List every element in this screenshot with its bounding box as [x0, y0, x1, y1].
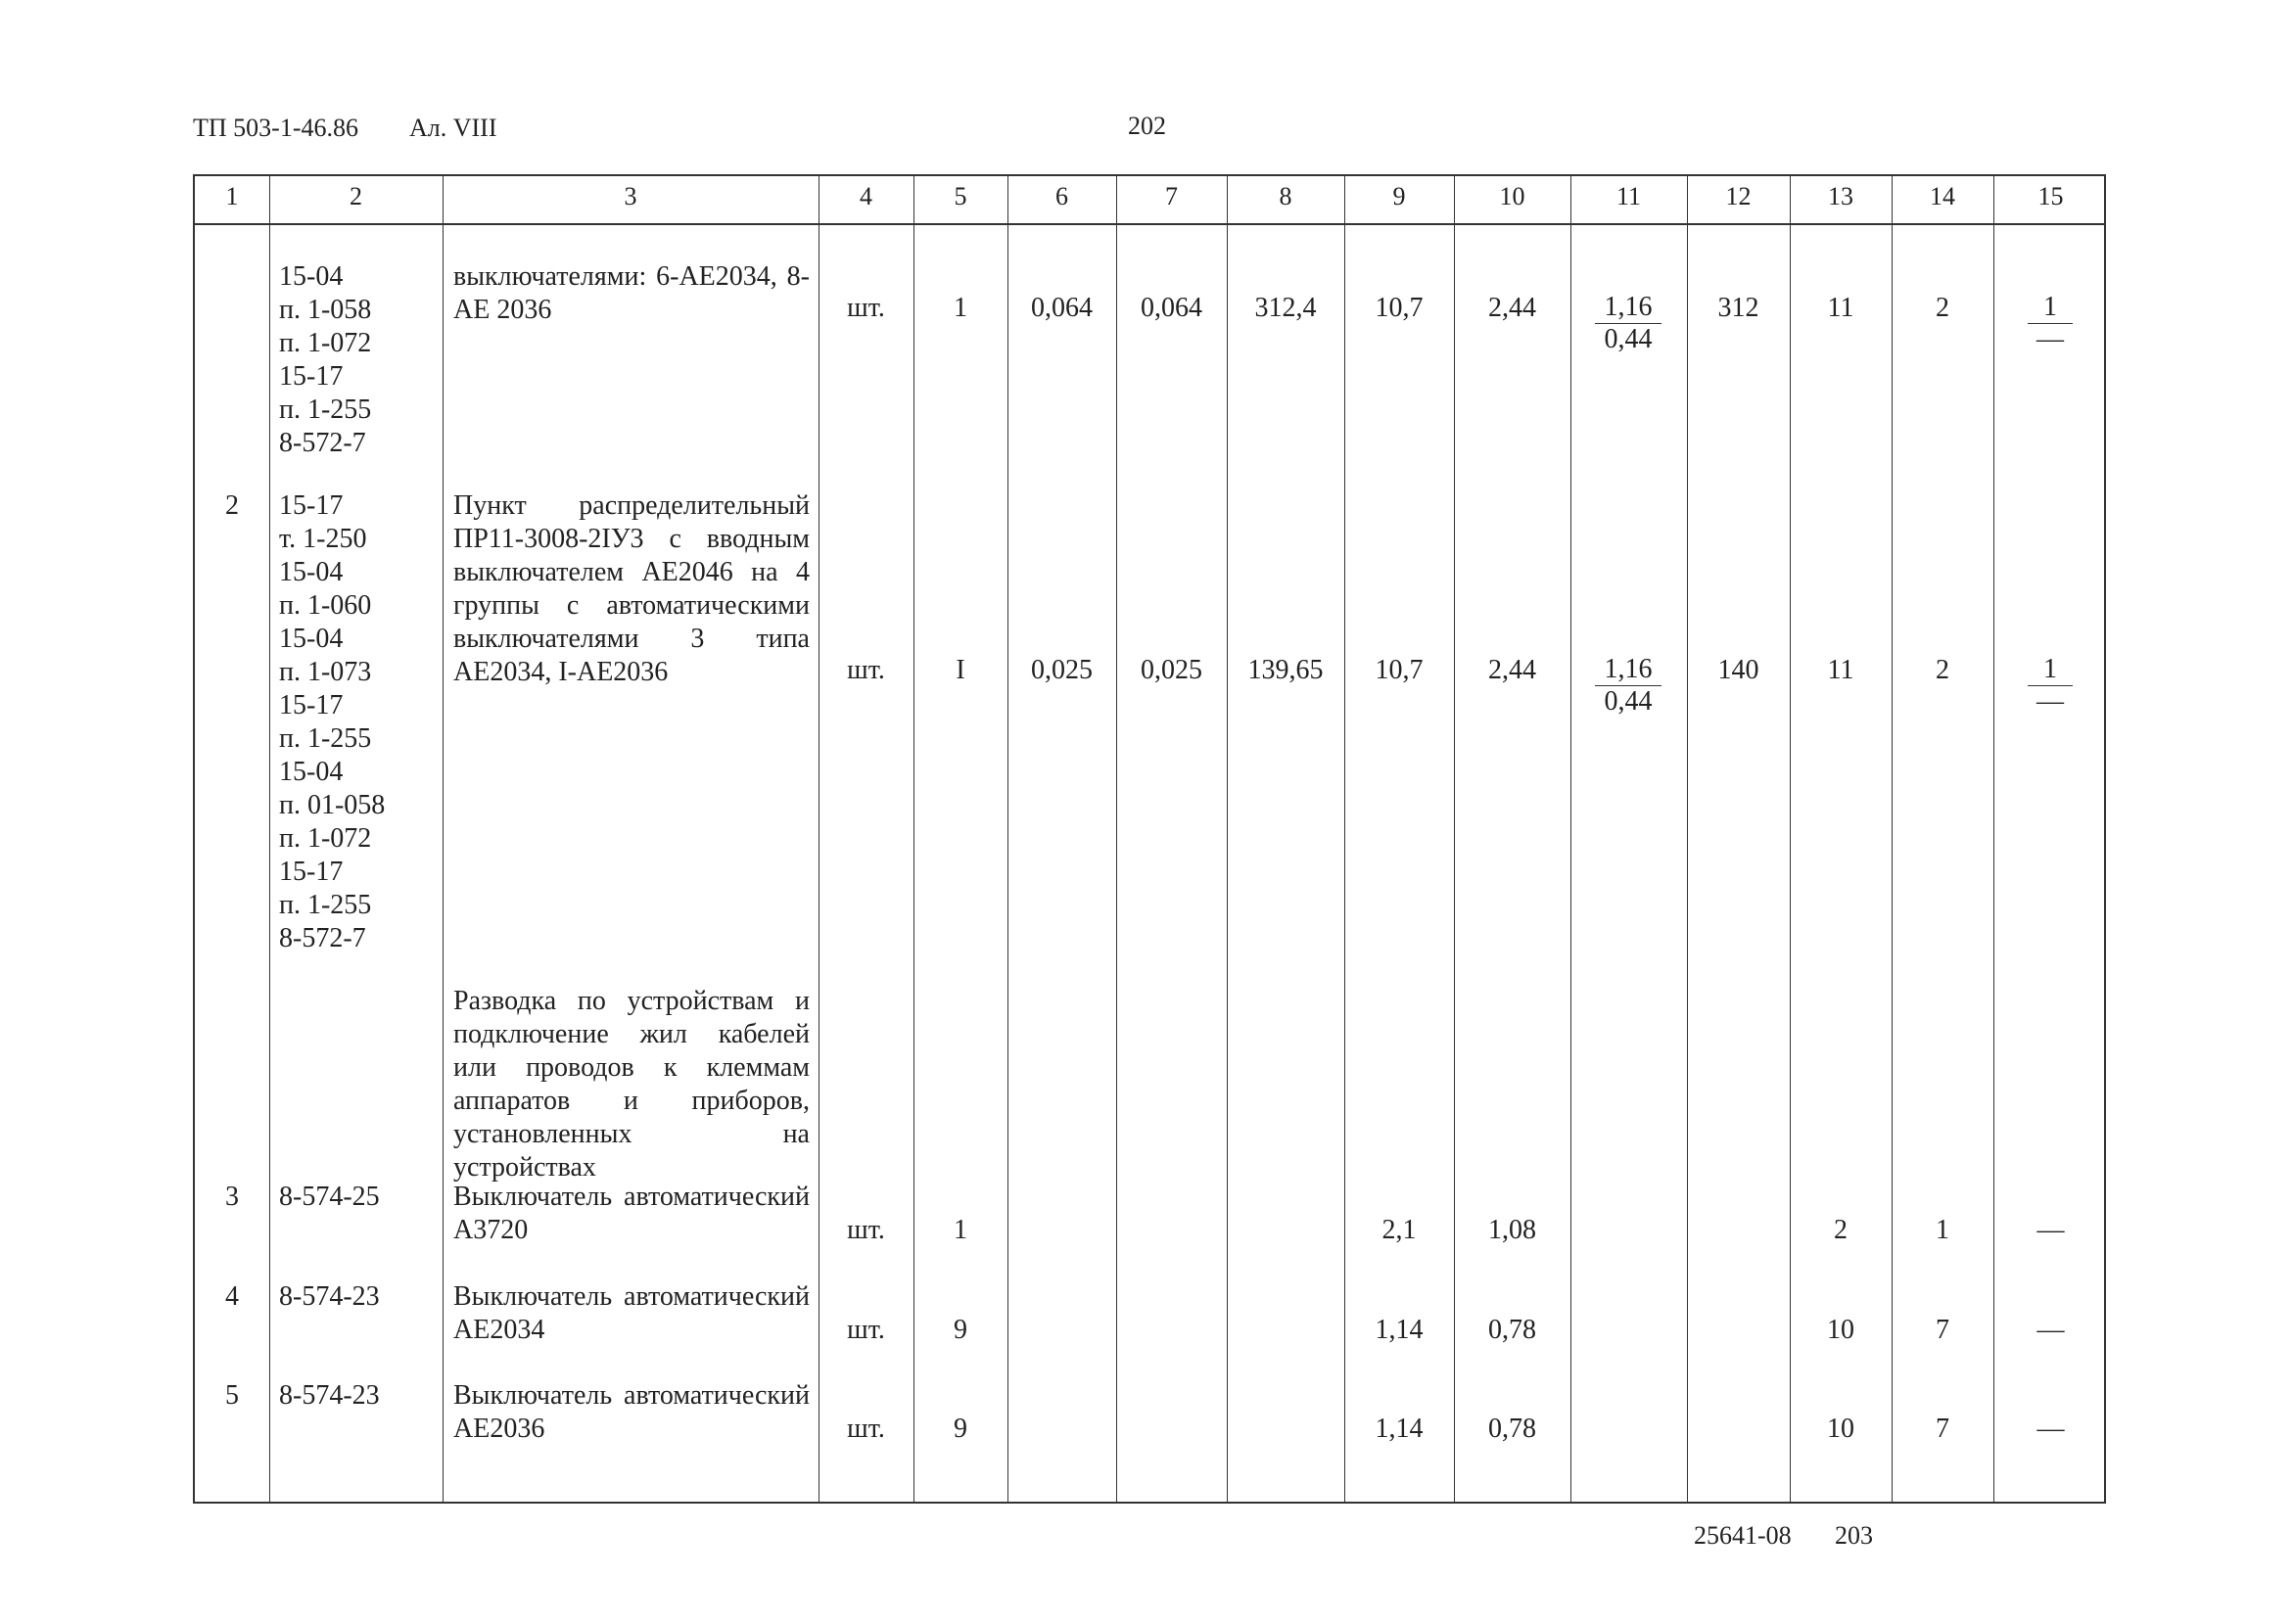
value-cell: 0,025	[1141, 655, 1202, 685]
column-number: 5	[954, 182, 967, 210]
column-number: 12	[1725, 182, 1752, 210]
album-number: Ал. VIII	[409, 114, 497, 142]
value-cell: 0,064	[1031, 293, 1093, 323]
row-number: 4	[225, 1281, 239, 1312]
column-number: 14	[1930, 182, 1955, 210]
value-cell: 2,44	[1488, 293, 1536, 323]
column-number: 15	[2037, 182, 2064, 210]
column-number: 2	[350, 182, 362, 210]
value-cell: 0,064	[1141, 293, 1202, 323]
value-cell: —	[2036, 1414, 2065, 1444]
item-description: выключателями: 6-АЕ2034, 8-АЕ 2036	[453, 261, 810, 325]
unit-cell: шт.	[847, 1315, 885, 1345]
qty-cell: 9	[954, 1414, 967, 1444]
value-cell: 312,4	[1254, 293, 1317, 323]
norm-codes: 15-17 т. 1-250 15-04 п. 1-060 15-04 п. 1-073 15-17 п. 1-255 15-04 п. 01-058 п. 1-072 15-17 п. 1-255 8-572-7	[279, 490, 386, 953]
value-cell: 10	[1827, 1414, 1854, 1444]
fraction-denominator: 0,44	[1604, 686, 1653, 717]
value-cell: —	[2036, 1315, 2065, 1345]
fraction-denominator: 0,44	[1604, 324, 1653, 354]
row-number: 2	[225, 490, 239, 521]
norm-codes: 8-574-23	[279, 1281, 380, 1312]
value-cell: —	[2036, 1215, 2065, 1245]
value-cell: 2	[1936, 293, 1949, 323]
value-cell: 2	[1834, 1215, 1848, 1245]
column-number: 8	[1279, 182, 1292, 210]
item-description: Выключатель автоматический А3720	[453, 1182, 810, 1245]
value-cell: 2	[1936, 655, 1949, 685]
item-description: Пункт распределительный ПР11-3008-2IУ3 с вводным выключателем АЕ2046 на 4 группы с автоматическими выключателями 3 типа АЕ2034, I-АЕ2036	[453, 490, 810, 687]
value-cell: 140	[1717, 655, 1759, 685]
value-cell: 1	[1936, 1215, 1949, 1245]
value-cell: 2,1	[1381, 1215, 1417, 1245]
footer-page: 203	[1835, 1521, 1873, 1550]
value-cell: 1,08	[1488, 1215, 1536, 1245]
column-number: 1	[225, 182, 239, 210]
row-number: 3	[225, 1182, 239, 1212]
norm-codes: 8-574-25	[279, 1182, 380, 1212]
value-cell: 11	[1827, 655, 1854, 685]
value-cell: 11	[1827, 293, 1854, 323]
item-description: Выключатель автоматический АЕ2034	[453, 1281, 810, 1345]
value-cell: 2,44	[1488, 655, 1536, 685]
unit-cell: шт.	[847, 655, 885, 685]
value-cell: 139,65	[1247, 655, 1324, 685]
fraction-cell	[2028, 292, 2073, 355]
column-number: 6	[1055, 182, 1068, 210]
unit-cell: шт.	[847, 293, 885, 323]
column-number: 3	[624, 182, 637, 210]
fraction-cell	[2028, 654, 2073, 718]
column-number: 11	[1615, 182, 1642, 210]
row-number: 5	[225, 1380, 239, 1411]
item-description: Выключатель автоматический АЕ2036	[453, 1380, 810, 1444]
fraction-numerator: 1	[2028, 292, 2073, 324]
qty-cell: I	[956, 655, 965, 685]
footer-code: 25641-08	[1694, 1521, 1792, 1550]
value-cell: 312	[1717, 293, 1759, 323]
value-cell: 0,025	[1031, 655, 1093, 685]
column-number: 10	[1499, 182, 1525, 210]
value-cell: 10	[1827, 1315, 1854, 1345]
value-cell: 0,78	[1488, 1315, 1536, 1345]
qty-cell: 9	[954, 1315, 967, 1345]
value-cell: 7	[1936, 1414, 1949, 1444]
norm-codes: 15-04 п. 1-058 п. 1-072 15-17 п. 1-255 8-572-7	[279, 261, 372, 458]
unit-cell: шт.	[847, 1215, 885, 1245]
fraction-cell	[1595, 292, 1661, 355]
column-number: 13	[1828, 182, 1853, 210]
specification-table	[193, 174, 2106, 1504]
value-cell: 10,7	[1375, 293, 1424, 323]
fraction-numerator: 1,16	[1595, 292, 1661, 324]
section-heading: Разводка по устройствам и подключение жил кабелей или проводов к клеммам аппаратов и приборов, установленных на устройствах	[453, 986, 810, 1183]
fraction-cell	[1595, 654, 1661, 718]
fraction-numerator: 1	[2028, 654, 2073, 686]
unit-cell: шт.	[847, 1414, 885, 1444]
value-cell: 0,78	[1488, 1414, 1536, 1444]
column-number: 7	[1165, 182, 1178, 210]
value-cell: 10,7	[1375, 655, 1424, 685]
fraction-denominator: —	[2036, 324, 2064, 354]
value-cell: 1,14	[1375, 1315, 1424, 1345]
fraction-numerator: 1,16	[1595, 654, 1661, 686]
page-number: 202	[1128, 112, 1166, 140]
column-number: 4	[860, 182, 872, 210]
qty-cell: 1	[954, 293, 967, 323]
column-number: 9	[1392, 182, 1406, 210]
value-cell: 7	[1936, 1315, 1949, 1345]
qty-cell: 1	[954, 1215, 967, 1245]
document-code: ТП 503-1-46.86	[193, 114, 358, 142]
norm-codes: 8-574-23	[279, 1380, 380, 1411]
fraction-denominator: —	[2036, 686, 2064, 717]
value-cell: 1,14	[1375, 1414, 1424, 1444]
